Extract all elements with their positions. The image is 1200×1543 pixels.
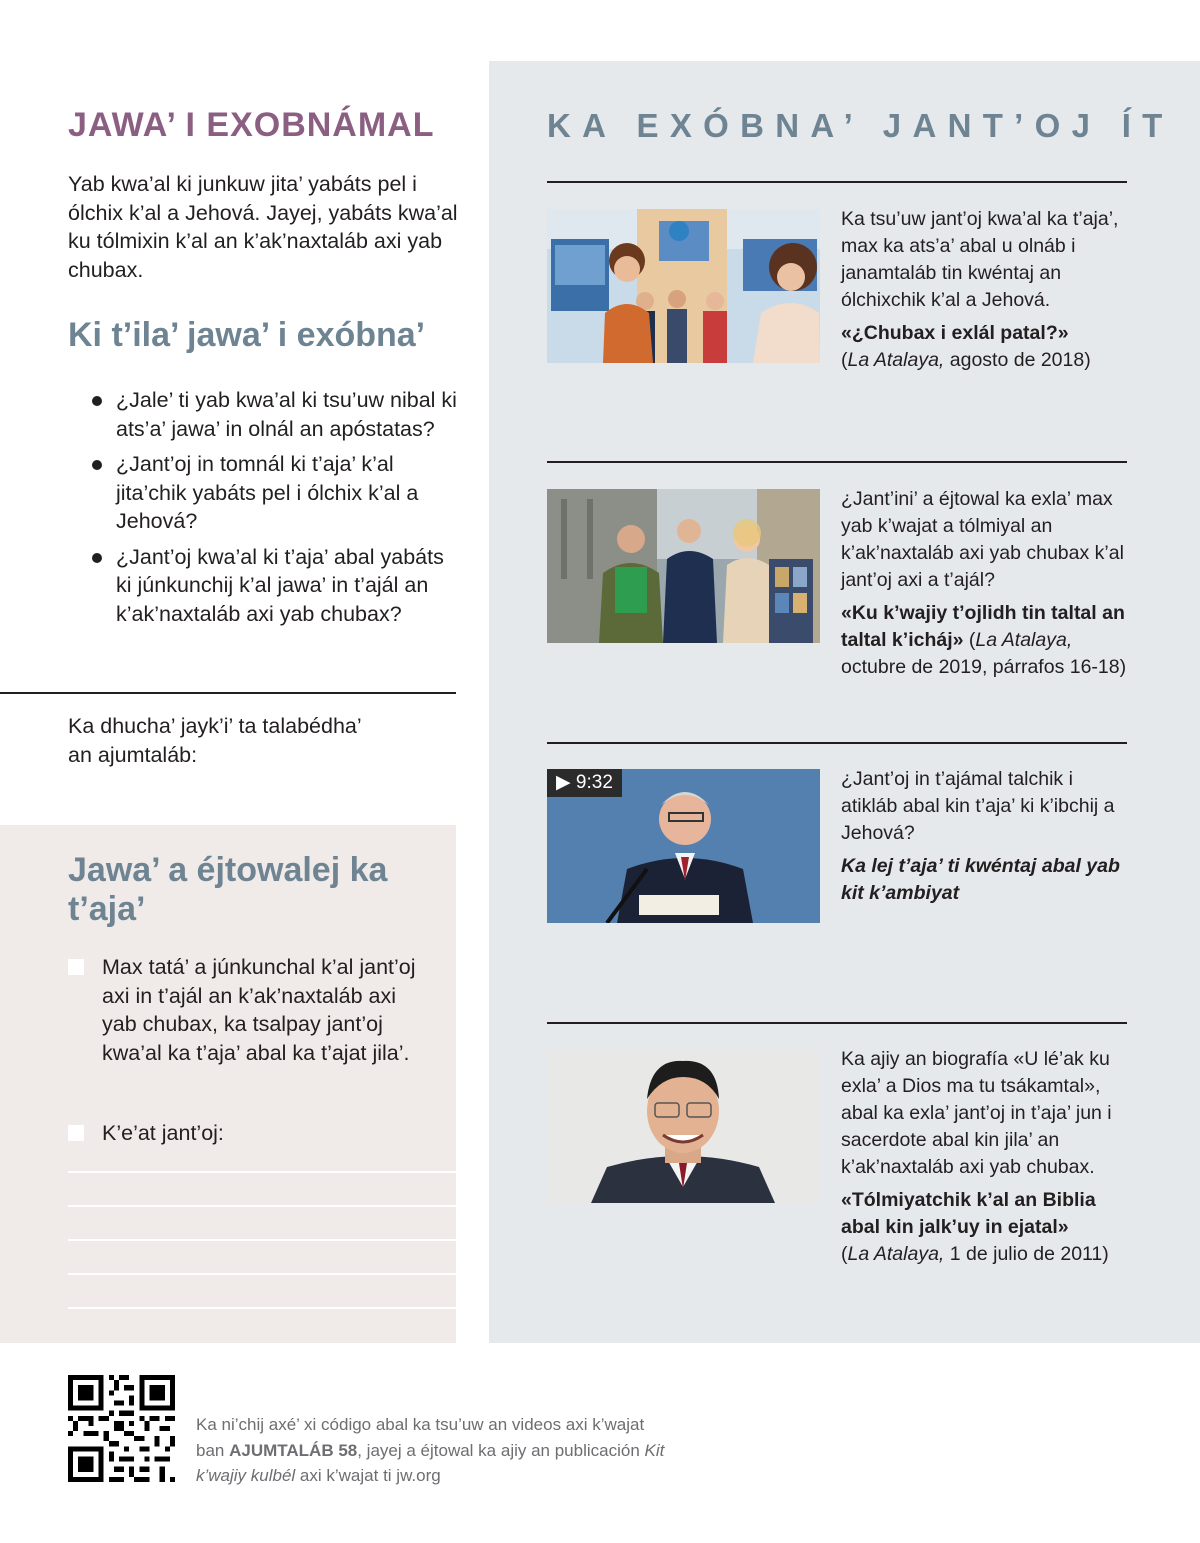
checkbox-icon[interactable] xyxy=(68,959,84,975)
bullet-icon xyxy=(92,553,102,563)
divider xyxy=(547,742,1127,744)
question-item xyxy=(92,386,457,443)
goal-title: Jawa’ a éjtowalej ka t’aja’ xyxy=(68,851,388,928)
section-title: JAWA’ I EXOBNÁMAL xyxy=(68,106,435,144)
photo-witnesses-cart-icon[interactable] xyxy=(547,489,820,643)
goal-item-text: K’e’at jant’oj: xyxy=(102,1121,224,1145)
goal-item-text: Max tatá’ a júnkunchal k’al jant’oj axi in t’ajál an k’ak’naxtaláb axi yab chubax, ka tsalpay jant’oj kwa’al ka t’aja’ abal ka t’ajat jila’. xyxy=(102,955,416,1065)
bullet-icon xyxy=(92,460,102,470)
play-icon[interactable]: ▶ xyxy=(556,772,571,793)
portrait-smiling-man-icon[interactable] xyxy=(547,1049,820,1203)
entry-text xyxy=(841,486,1131,681)
write-line[interactable] xyxy=(68,1273,456,1275)
video-link[interactable]: Ka lej t’aja’ ti kwéntaj abal yab kit k’ambiyat xyxy=(841,855,1120,904)
entry-question: Ka tsu’uw jant’oj kwa’al ka t’aja’, max ka ats’a’ abal u olnáb i janamtaláb tin kwéntaj an ólchixchik k’al a Jehová. xyxy=(841,208,1119,311)
article-link[interactable]: «Ku k’wajiy t’ojlidh tin taltal an taltal k’icháj» (La Atalaya, octubre de 2019, párrafos 16-18) xyxy=(841,602,1127,678)
questions-heading: Ki t’ila’ jawa’ i exóbna’ xyxy=(68,316,426,354)
goal-item[interactable] xyxy=(68,953,433,1067)
question-item xyxy=(92,450,457,536)
question-item xyxy=(92,543,457,629)
intro-text: Yab kwa’al ki junkuw jita’ yabáts pel i ólchix k’al a Jehová. Jayej, yabáts kwa’al ku tólmixin k’al an k’ak’naxtaláb axi yab chubax. xyxy=(68,172,458,282)
video-speaker-icon[interactable] xyxy=(547,769,820,923)
question-list xyxy=(92,386,457,635)
bullet-icon xyxy=(92,396,102,406)
verse-prompt: Ka dhucha’ jayk’i’ ta talabédha’ an ajumtaláb: xyxy=(68,714,361,767)
question-text: ¿Jale’ ti yab kwa’al ki tsu’uw nibal ki ats’a’ jawa’ in olnál an apóstatas? xyxy=(116,388,457,441)
further-study-panel xyxy=(489,61,1200,1343)
write-line[interactable] xyxy=(68,1171,456,1173)
question-text: ¿Jant’oj in tomnál ki t’aja’ k’al jita’chik yabáts pel i ólchix k’al a Jehová? xyxy=(116,452,419,533)
entry-question: ¿Jant’ini’ a éjtowal ka exla’ max yab k’wajat a tólmiyal an k’ak’naxtaláb axi yab chubax k’al jant’oj axi a t’ajál? xyxy=(841,488,1124,591)
goal-panel xyxy=(0,825,456,1343)
qr-code-icon[interactable] xyxy=(68,1375,175,1482)
divider xyxy=(547,1022,1127,1024)
goal-item-other[interactable] xyxy=(68,1119,433,1148)
write-line[interactable] xyxy=(68,1239,456,1241)
divider xyxy=(547,181,1127,183)
illustration-people-phones-icon[interactable] xyxy=(547,209,820,363)
divider xyxy=(0,692,456,694)
article-link[interactable]: «Tólmiyatchik k’al an Biblia abal kin jalk’uy in ejatal» (La Atalaya, 1 de julio de 2011) xyxy=(841,1189,1109,1265)
footer-text: Ka ni’chij axé’ xi código abal ka tsu’uw an videos axi k’wajat ban AJUMTALÁB 58, jayej a éjtowal ka ajiy an publicación Kit k’wajiy kulbél axi k’wajat ti jw.org xyxy=(196,1415,665,1485)
article-link[interactable]: «¿Chubax i exlál patal?» (La Atalaya, agosto de 2018) xyxy=(841,322,1091,371)
write-line[interactable] xyxy=(68,1205,456,1207)
entry-text xyxy=(841,766,1131,907)
divider xyxy=(547,461,1127,463)
question-text: ¿Jant’oj kwa’al ki t’aja’ abal yabáts ki júnkunchij k’al jawa’ in t’ajál an k’ak’naxtaláb axi yab chubax? xyxy=(116,544,444,626)
entry-text xyxy=(841,206,1131,374)
further-study-title: KA EXÓBNA’ JANT’OJ ÍT xyxy=(547,107,1174,144)
entry-question: Ka ajiy an biografía «U lé’ak ku exla’ a Dios ma tu tsákamtal», abal ka exla’ jant’oj in t’aja’ jun i sacerdote abal kin jila’ an k’ak’naxtaláb axi yab chubax. xyxy=(841,1048,1112,1178)
entry-question: ¿Jant’oj in t’ajámal talchik i atikláb abal kin t’aja’ ki k’ibchij a Jehová? xyxy=(841,768,1115,844)
checkbox-icon[interactable] xyxy=(68,1125,84,1141)
video-duration: ▶ 9:32 xyxy=(547,769,622,797)
write-line[interactable] xyxy=(68,1307,456,1309)
entry-text xyxy=(841,1046,1131,1268)
